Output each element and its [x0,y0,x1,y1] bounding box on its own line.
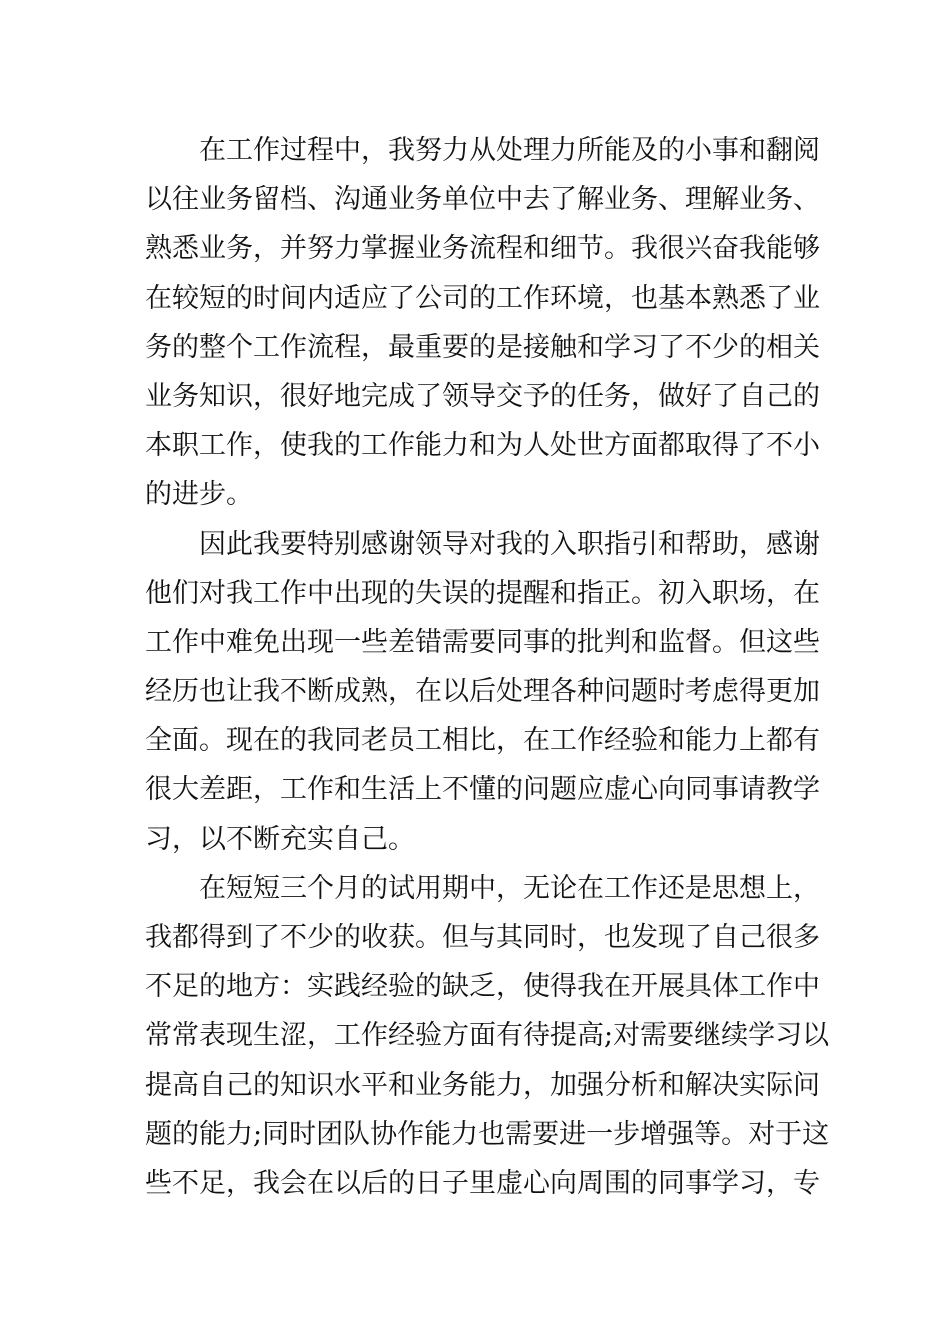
text-line: 我都得到了不少的收获。但与其同时，也发现了自己很多 [145,922,820,953]
paragraph-3 [145,864,830,1208]
paragraph-1 [145,126,820,520]
text-line: 常常表现生涩，工作经验方面有待提高;对需要继续学习以 [145,1020,830,1052]
text-line: 在短短三个月的试用期中，无论在工作还是思想上， [199,872,820,904]
text-line: 些不足，我会在以后的日子里虚心向周围的同事学习，专 [145,1167,820,1199]
text-line: 本职工作，使我的工作能力和为人处世方面都取得了不小 [145,430,820,462]
text-line: 在工作过程中，我努力从处理力所能及的小事和翻阅 [199,135,820,166]
paragraph-2 [145,520,820,864]
text-line: 他们对我工作中出现的失误的提醒和指正。初入职场，在 [145,577,820,609]
text-line: 经历也让我不断成熟，在以后处理各种问题时考虑得更加 [145,676,820,708]
text-line: 的进步。 [145,479,253,511]
text-line: 不足的地方：实践经验的缺乏，使得我在开展具体工作中 [145,971,820,1003]
document-body [145,126,830,1208]
text-line: 习，以不断充实自己。 [145,823,415,855]
text-line: 业务知识，很好地完成了领导交予的任务，做好了自己的 [145,380,820,412]
text-line: 以往业务留档、沟通业务单位中去了解业务、理解业务、 [145,184,820,216]
text-line: 题的能力;同时团队协作能力也需要进一步增强等。对于这 [145,1118,830,1150]
text-line: 在较短的时间内适应了公司的工作环境，也基本熟悉了业 [145,282,820,314]
text-line: 很大差距，工作和生活上不懂的问题应虚心向同事请教学 [145,774,820,806]
text-line: 提高自己的知识水平和业务能力，加强分析和解决实际问 [145,1069,820,1101]
text-line: 因此我要特别感谢领导对我的入职指引和帮助，感谢 [199,528,820,560]
text-line: 全面。现在的我同老员工相比，在工作经验和能力上都有 [145,725,820,757]
text-line: 务的整个工作流程，最重要的是接触和学习了不少的相关 [145,331,820,363]
text-line: 熟悉业务，并努力掌握业务流程和细节。我很兴奋我能够 [145,233,820,265]
text-line: 工作中难免出现一些差错需要同事的批判和监督。但这些 [145,626,820,658]
